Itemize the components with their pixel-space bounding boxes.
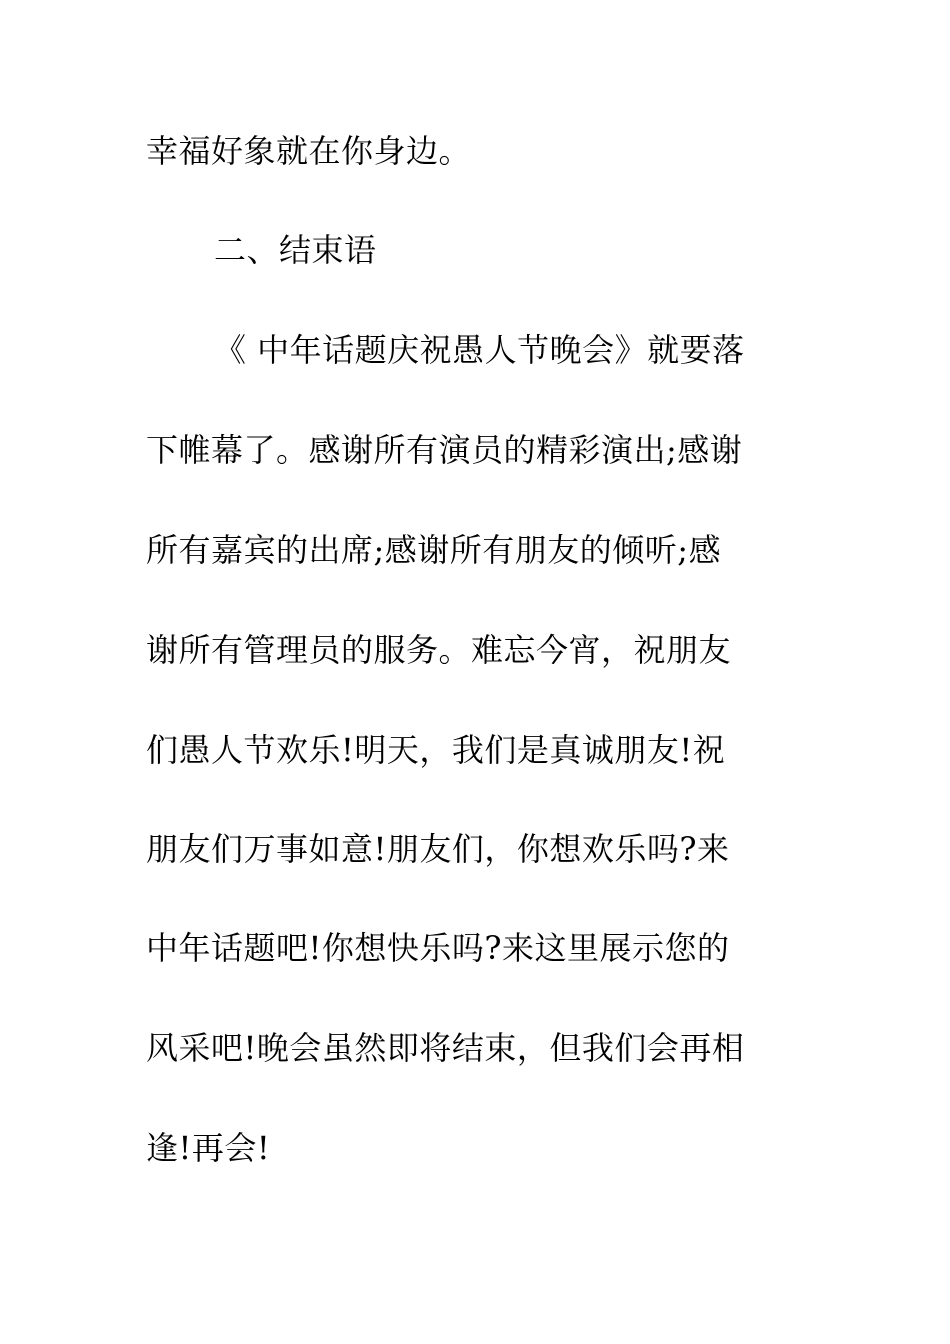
paragraph-line: 《 中年话题庆祝愚人节晚会》就要落 [214, 331, 745, 369]
paragraph-line: 们愚人节欢乐!明天，我们是真诚朋友!祝 [146, 731, 726, 769]
paragraph-line: 风采吧!晚会虽然即将结束，但我们会再相 [146, 1029, 745, 1067]
paragraph-line: 幸福好象就在你身边。 [146, 132, 472, 170]
paragraph-line: 逢!再会! [146, 1129, 271, 1167]
paragraph-line: 谢所有管理员的服务。难忘今宵，祝朋友 [146, 631, 732, 669]
paragraph-line: 下帷幕了。感谢所有演员的精彩演出;感谢 [146, 431, 743, 469]
paragraph-line: 中年话题吧!你想快乐吗?来这里展示您的 [146, 929, 730, 967]
section-heading: 二、结束语 [214, 231, 377, 269]
paragraph-line: 朋友们万事如意!朋友们，你想欢乐吗?来 [146, 830, 730, 868]
paragraph-line: 所有嘉宾的出席;感谢所有朋友的倾听;感 [146, 531, 722, 569]
